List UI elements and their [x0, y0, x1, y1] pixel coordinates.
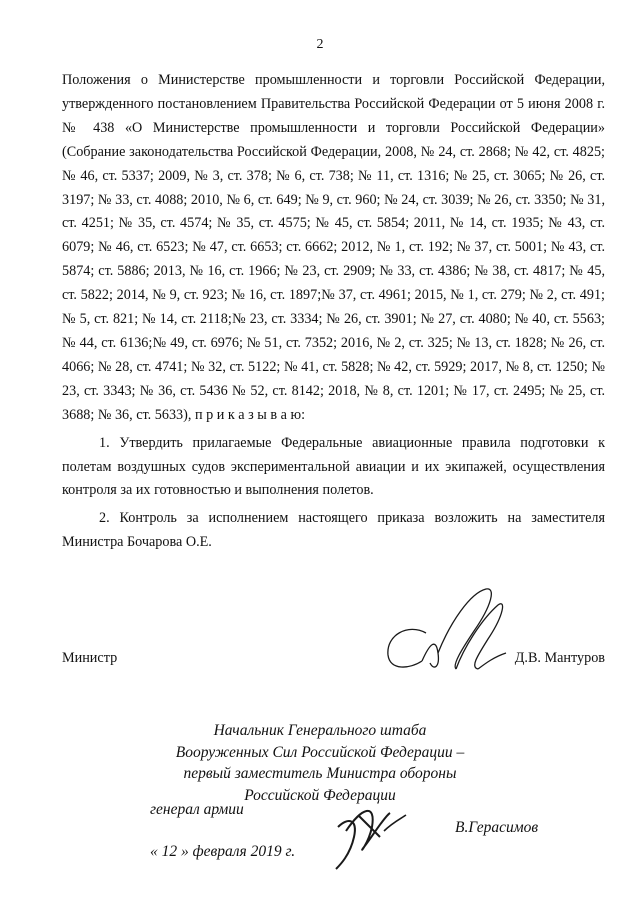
approval-block: [120, 720, 520, 806]
approval-line-2: Вооруженных Сил Российской Федерации –: [175, 743, 465, 761]
signature-row: [62, 650, 605, 674]
approver-signature: [328, 797, 408, 872]
approver-rank: генерал армии: [150, 801, 244, 818]
approval-line-4: Российской Федерации: [244, 786, 396, 804]
page-number: 2: [316, 37, 324, 52]
signatory-title: Министр: [62, 650, 118, 666]
approval-line-3: первый заместитель Министра обороны: [183, 765, 457, 782]
signatory-name: Д.В. Мантуров: [514, 650, 605, 666]
document-body: [62, 69, 605, 555]
approval-line-1: Начальник Генерального штаба: [213, 722, 427, 739]
order-item-2: 2. Контроль за исполнением настоящего приказа возложить на заместителя Министра Бочарова О.Е.: [62, 510, 605, 551]
approver-name: В.Герасимов: [455, 819, 539, 836]
order-item-1: 1. Утвердить прилагаемые Федеральные авиационные правила подготовки к полетам воздушных судов экспериментальной авиации и их экипажей, осуществления контроля за их готовностью и выполнения полетов.: [62, 434, 605, 499]
approval-date: « 12 » февраля 2019 г.: [150, 843, 296, 860]
preamble-paragraph: Положения о Министерстве промышленности и торговли Российской Федерации, утвержденного постановлением Правительства Российской Федерации от 5 июня 2008 г. № 438 «О Министерстве промышленности и торговли Российской Федерации» (Собрание законодательства Российской Федерации, 2008, № 24, ст. 2868; № 42, ст. 4825; № 46, ст. 5337; 2009, № 3, ст. 378; № 6, ст. 738; № 11, ст. 1316; № 25, ст. 3065; № 26, ст. 3197; № 33, ст. 4088; 2010, № 6, ст. 649; № 9, ст. 960; № 24, ст. 3039; № 26, ст. 3350; № 31, ст. 4251; № 35, ст. 4574; № 35, ст. 4575; № 45, ст. 5854; 2011, № 14, ст. 1935; № 43, ст. 6079; № 46, ст. 6523; № 47, ст. 6653; ст. 6662; 2012, № 1, ст. 192; № 37, ст. 5001; № 43, ст. 5874; ст. 5886; 2013, № 16, ст. 1966; № 23, ст. 2909; № 33, ст. 4386; № 38, ст. 4817; № 45, ст. 5822; 2014, № 9, ст. 923; № 16, ст. 1897;№ 37, ст. 4961; 2015, № 1, ст. 279; № 2, ст. 491; № 5, ст. 821; № 14, ст. 2118;№ 23, ст. 3334; № 26, ст. 3901; № 27, ст. 4080; № 40, ст. 5563; № 44, ст. 6136;№ 49, ст. 6976; № 51, ст. 7352; 2016, № 2, ст. 325; № 13, ст. 1828; № 26, ст. 4066; № 28, ст. 4741; № 32, ст. 5122; № 41, ст. 5828; № 42, ст. 5929; 2017, № 8, ст. 1250; № 23, ст. 3343; № 36, ст. 5436 № 52, ст. 8142; 2018, № 8, ст. 1201; № 17, ст. 2495; № 25, ст. 3688; № 36, ст. 5633), п р и к а з ы в а ю:: [62, 72, 605, 423]
